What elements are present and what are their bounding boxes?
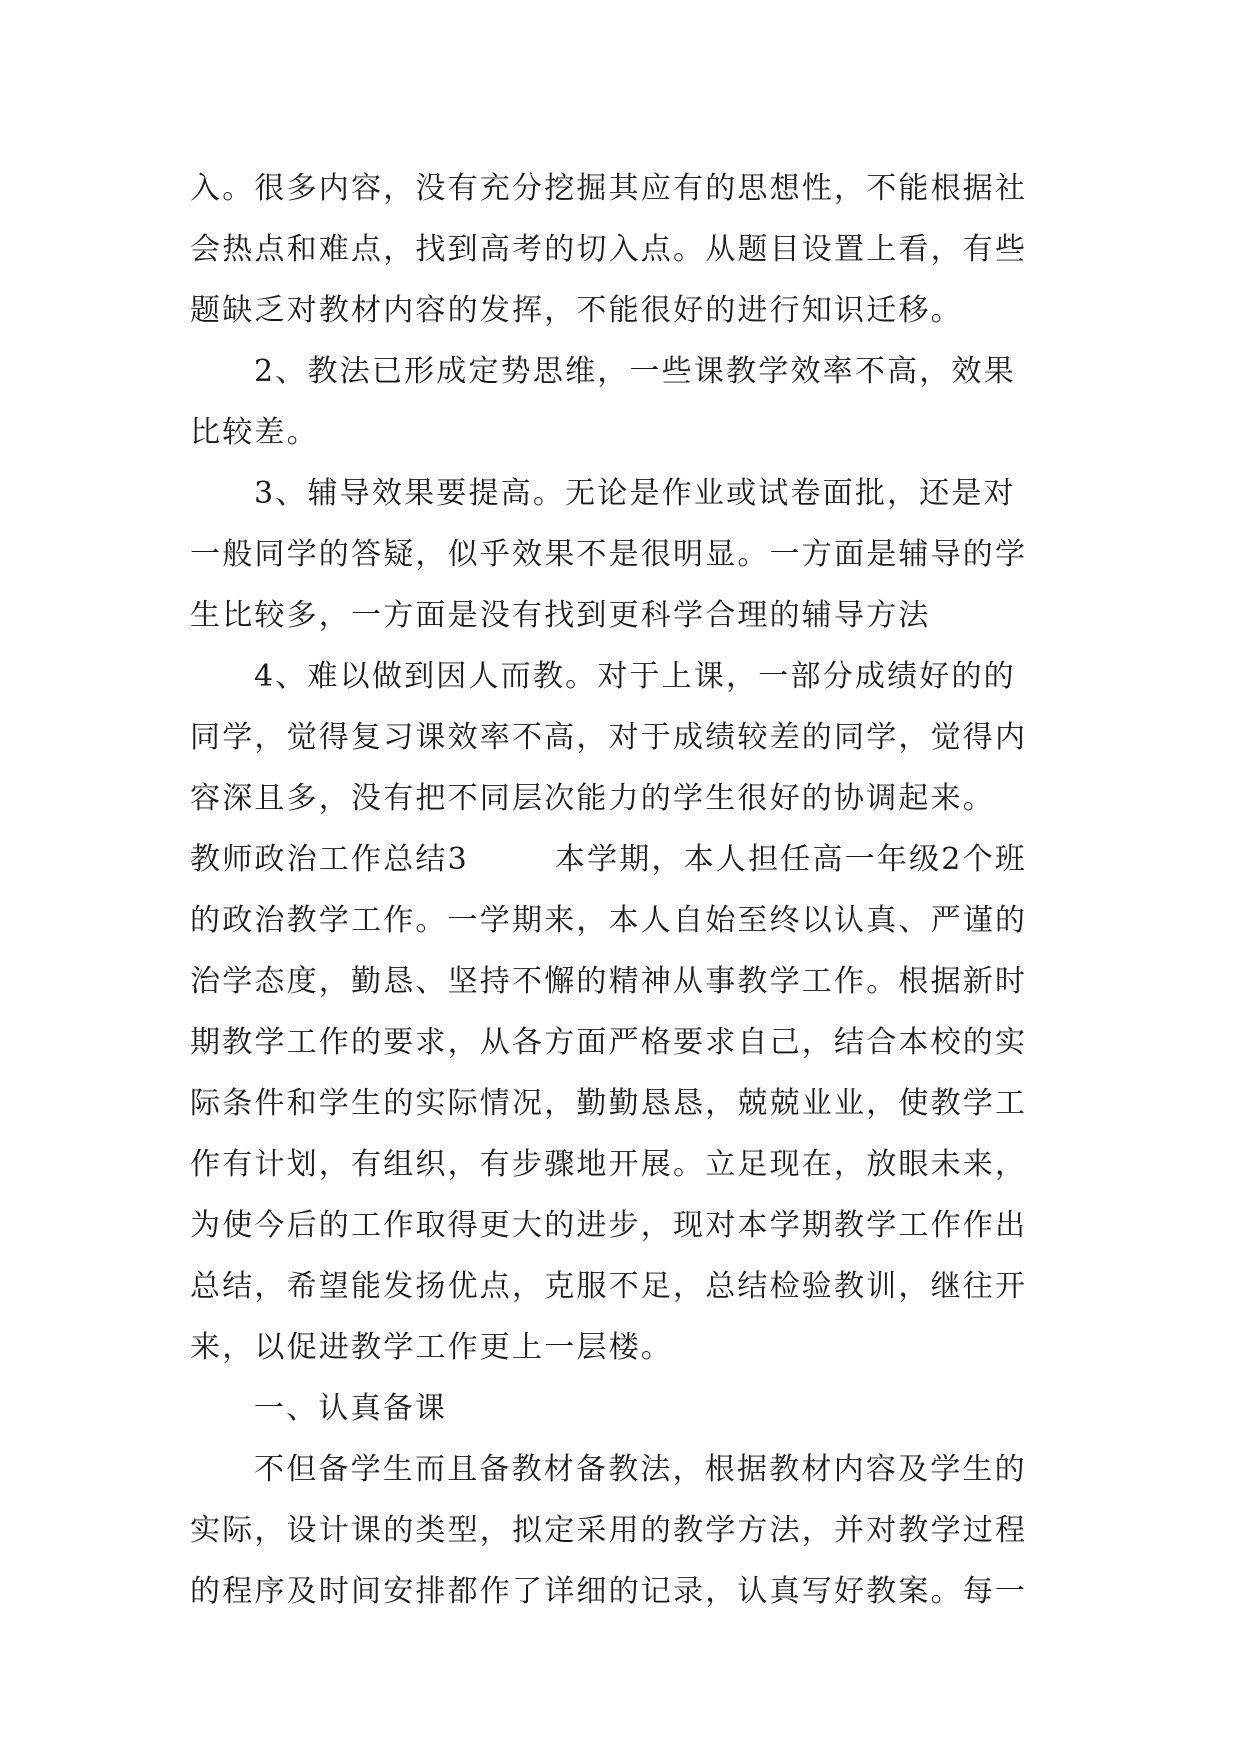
text-line: 不但备学生而且备教材备教法，根据教材内容及学生的 bbox=[254, 1452, 1027, 1487]
text-line: 同学，觉得复习课效率不高，对于成绩较差的同学，觉得内 bbox=[190, 720, 1028, 755]
subheading-prepare-lessons: 一、认真备课 bbox=[254, 1391, 448, 1426]
text-line: 为使今后的工作取得更大的进步，现对本学期教学工作作出 bbox=[190, 1208, 1028, 1243]
paragraph-item-3: 3、辅导效果要提高。无论是作业或试卷面批，还是对 bbox=[254, 476, 1016, 511]
text-line: 治学态度，勤恳、坚持不懈的精神从事教学工作。根据新时 bbox=[190, 964, 1028, 999]
text-line: 际条件和学生的实际情况，勤勤恳恳，兢兢业业，使教学工 bbox=[190, 1086, 1028, 1121]
text-line: 的程序及时间安排都作了详细的记录，认真写好教案。每一 bbox=[190, 1574, 1028, 1609]
text-line: 入。很多内容，没有充分挖掘其应有的思想性，不能根据社 bbox=[190, 171, 1028, 206]
section-title-line bbox=[190, 829, 1062, 890]
paragraph-item-4: 4、难以做到因人而教。对于上课，一部分成绩好的的 bbox=[254, 659, 1016, 694]
text-line: 作有计划，有组织，有步骤地开展。立足现在，放眼未来， bbox=[190, 1147, 1028, 1182]
text-line: 容深且多，没有把不同层次能力的学生很好的协调起来。 bbox=[190, 781, 995, 816]
text-line: 生比较多，一方面是没有找到更科学合理的辅导方法 bbox=[190, 598, 931, 633]
paragraph-item-2: 2、教法已形成定势思维，一些课教学效率不高，效果 bbox=[254, 354, 1016, 389]
text-line: 实际，设计课的类型，拟定采用的教学方法，并对教学过程 bbox=[190, 1513, 1028, 1548]
intro-start: 本学期，本人担任高一年级2个班 bbox=[554, 842, 1027, 877]
text-line: 一般同学的答疑，似乎效果不是很明显。一方面是辅导的学 bbox=[190, 537, 1028, 572]
text-line: 会热点和难点，找到高考的切入点。从题目设置上看，有些 bbox=[190, 232, 1028, 267]
text-line: 的政治教学工作。一学期来，本人自始至终以认真、严谨的 bbox=[190, 903, 1028, 938]
text-line: 总结，希望能发扬优点，克服不足，总结检验教训，继往开 bbox=[190, 1269, 1028, 1304]
document-body bbox=[190, 158, 1062, 1622]
section-title: 教师政治工作总结3 bbox=[190, 842, 469, 877]
text-line: 来，以促进教学工作更上一层楼。 bbox=[190, 1330, 673, 1365]
text-line: 题缺乏对教材内容的发挥，不能很好的进行知识迁移。 bbox=[190, 293, 963, 328]
text-line: 期教学工作的要求，从各方面严格要求自己，结合本校的实 bbox=[190, 1025, 1028, 1060]
text-line: 比较差。 bbox=[190, 415, 319, 450]
